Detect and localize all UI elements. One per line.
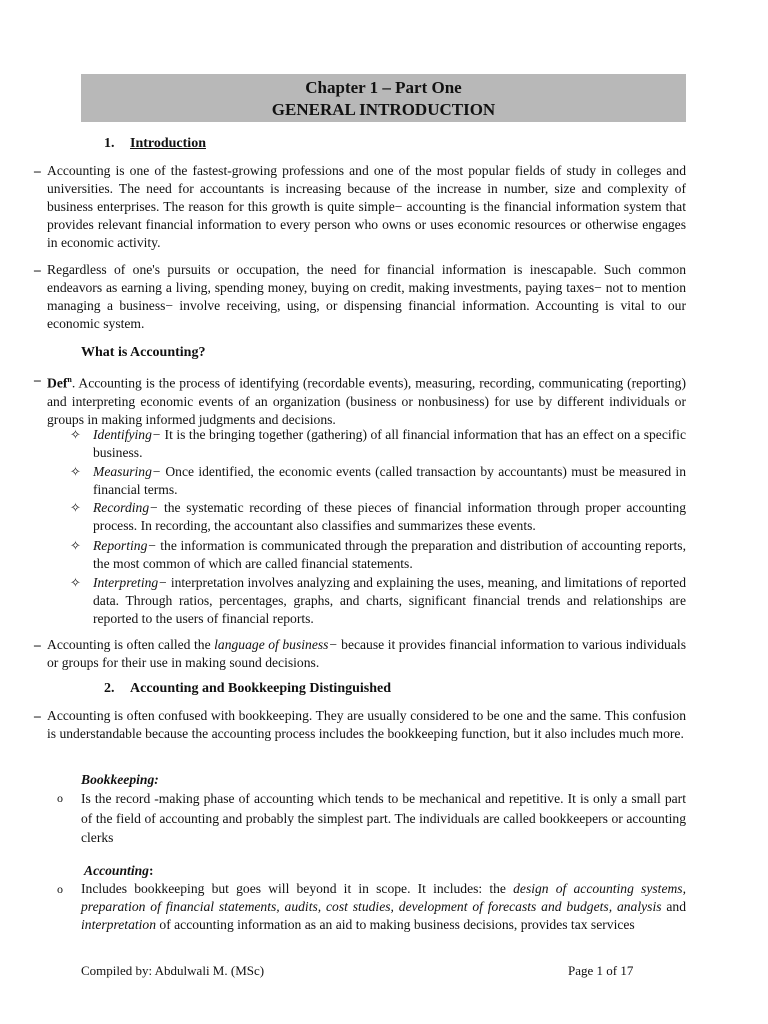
acc-mid: and — [661, 899, 686, 914]
chapter-title-box — [81, 74, 686, 122]
dash-bullet: – — [34, 262, 41, 277]
diamond-bullet-icon: ✧ — [70, 538, 81, 553]
diamond-bullet-icon: ✧ — [70, 575, 81, 590]
accounting-label-text: Accounting — [84, 863, 149, 878]
section-1-title: Introduction — [130, 136, 206, 151]
lang-pre: Accounting is often called the — [47, 637, 215, 652]
paragraph-text — [47, 636, 686, 672]
acc-ital-1: design of accounting systems, preparation of financial statements, audits, cost studies, development of forecasts and budgets, analysis — [81, 881, 686, 914]
dash-bullet: – — [34, 708, 41, 723]
def-superscript: n — [67, 375, 72, 384]
chapter-title: Chapter 1 – Part One — [305, 78, 462, 97]
term: Recording− — [93, 500, 159, 515]
term: Identifying− — [93, 427, 162, 442]
paragraph-text: Accounting is often confused with bookkeeping. They are usually considered to be one and the same. This confusion is understandable because the accounting process includes the bookkeeping function, but it also includes much more. — [47, 708, 686, 741]
circle-bullet-icon: o — [57, 791, 63, 805]
list-item-text — [93, 463, 686, 499]
def-body: . Accounting is the process of identifying (recordable events), measuring, recording, communicating (reporting) and interpreting economic events of an organization (business or nonbusiness) for use by different individuals or groups in making informed judgments and decisions. — [47, 375, 686, 427]
acc-pre: Includes bookkeeping but goes will beyond it in scope. It includes: the — [81, 881, 514, 896]
term: Measuring− — [93, 464, 162, 479]
section-1-heading — [104, 135, 206, 153]
accounting-label — [84, 862, 154, 880]
term-desc: Once identified, the economic events (called transaction by accountants) must be measured in financial terms. — [93, 464, 686, 497]
bookkeeping-label: Bookkeeping: — [81, 772, 159, 787]
acc-post: of accounting information as an aid to making business decisions, provides tax services — [156, 917, 635, 932]
term-desc: the information is communicated through the preparation and distribution of accounting reports, the most common of which are called financial statements. — [93, 538, 686, 571]
list-item-text — [93, 574, 686, 628]
paragraph-text: Accounting is one of the fastest-growing professions and one of the most popular fields of study in colleges and universities. The need for accountants is increasing because of the increase in number, size and complexity of business enterprises. The reason for this growth is quite simple− accounting is the financial information system that provides relevant financial information to every person who owns or uses economic resources or otherwise engages in economic activity. — [47, 163, 686, 250]
def-label: Def — [47, 375, 68, 391]
list-item-text — [93, 537, 686, 573]
dash-bullet: – — [34, 163, 41, 178]
list-item-text — [93, 499, 686, 535]
footer-author: Compiled by: Abdulwali M. (MSc) — [81, 963, 265, 978]
what-is-accounting-heading: What is Accounting? — [81, 345, 206, 360]
term: Interpreting− — [93, 575, 168, 590]
lang-italic: language of business− — [214, 637, 338, 652]
term-desc: interpretation involves analyzing and explaining the uses, meaning, and limitations of reported data. Through ratios, percentages, graphs, and charts, significant financial trends and relationships are reported to the users of financial reports. — [93, 575, 686, 626]
acc-ital-2: interpretation — [81, 917, 157, 932]
dash-bullet: – — [34, 372, 41, 387]
bookkeeping-text: Is the record -making phase of accounting which tends to be mechanical and repetitive. It is only a small part of the field of accounting and probably the simplest part. The individuals are called bookkeepers or accounting clerks — [81, 791, 686, 845]
term: Reporting− — [93, 538, 157, 553]
section-2-heading — [104, 680, 391, 698]
circle-bullet-icon: o — [57, 882, 63, 896]
definition-text — [47, 371, 686, 429]
diamond-bullet-icon: ✧ — [70, 500, 81, 515]
diamond-bullet-icon: ✧ — [70, 427, 81, 442]
chapter-subtitle: GENERAL INTRODUCTION — [271, 100, 496, 119]
list-item-text — [93, 426, 686, 462]
lang-post: because it provides financial information to various individuals or groups for their use in making sound decisions. — [47, 637, 686, 670]
footer-page-number: Page 1 of 17 — [568, 963, 634, 978]
dash-bullet: – — [34, 637, 41, 652]
diamond-bullet-icon: ✧ — [70, 464, 81, 479]
accounting-text — [81, 880, 686, 934]
section-2-number: 2. — [104, 681, 115, 696]
paragraph-text: Regardless of one's pursuits or occupation, the need for financial information is inescapable. Such common endeavors as earning a living, spending money, buying on credit, making investments, paying taxes− not to mention managing a business− involve receiving, using, or dispensing financial information. Accounting is vital to our economic system. — [47, 262, 686, 331]
term-desc: the systematic recording of these pieces of financial information through proper accounting process. In recording, the accountant also classifies and summarizes these events. — [93, 500, 686, 533]
term-desc: It is the bringing together (gathering) of all financial information that has an effect on a specific business. — [93, 427, 686, 460]
accounting-label-colon: : — [148, 863, 154, 878]
section-1-number: 1. — [104, 136, 115, 151]
section-2-title: Accounting and Bookkeeping Distinguished — [130, 681, 392, 696]
